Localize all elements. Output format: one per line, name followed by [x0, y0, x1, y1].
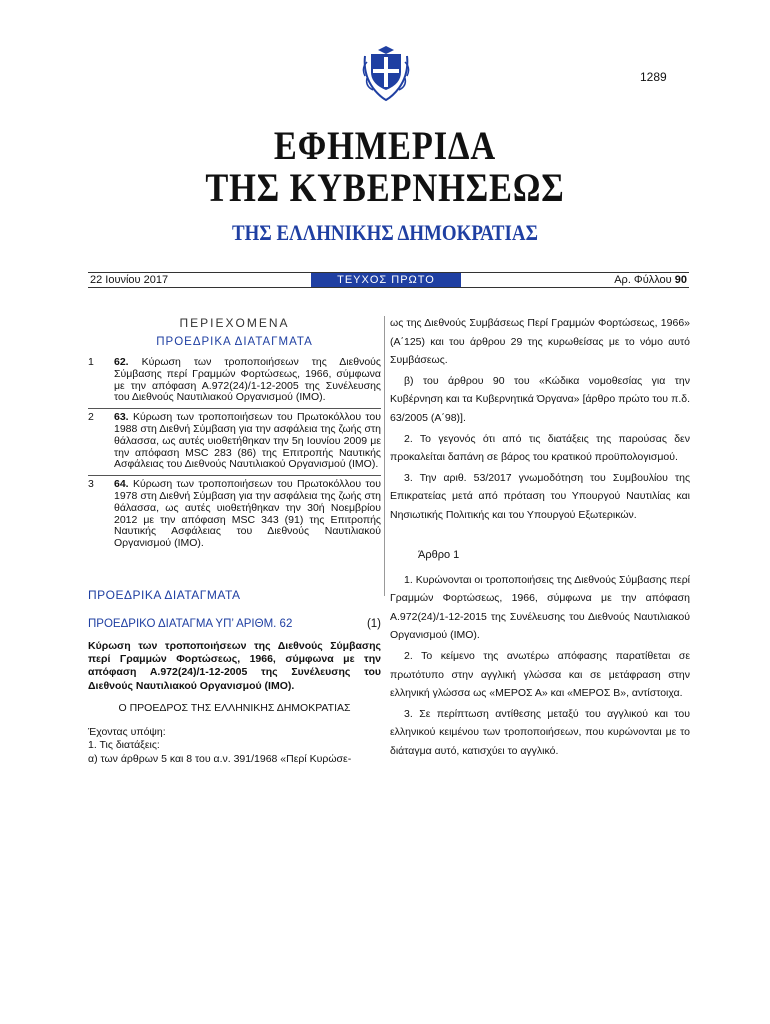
masthead-republic: ΤΗΣ ΕΛΛΗΝΙΚΗΣ ΔΗΜΟΚΡΑΤΙΑΣ: [232, 220, 538, 245]
provisions-text: 1. Τις διατάξεις:: [88, 739, 160, 752]
body-paragraph: 2. Το γεγονός ότι από τις διατάξεις της παρούσας δεν προκαλείται δαπάνη σε βάρος του κρατικού προϋπολογισμού.: [390, 432, 690, 464]
body-paragraph: 3. Σε περίπτωση αντίθεσης μεταξύ του αγγλικού και του ελληνικού κειμένου των τροποποιήσεων, που κυρώνονται με το διάταγμα αυτό, κατισχύει το αγγλικό.: [390, 707, 690, 757]
contents-subheading: ΠΡΟΕΔΡΙΚΑ ΔΙΑΤΑΓΜΑΤΑ: [156, 336, 313, 348]
body-paragraph: ως της Διεθνούς Συμβάσεως Περί Γραμμών Φορτώσεως, 1966» (Α΄125) και του άρθρου 29 της κυρωθείσας με το νόμο αυτό Συμβάσεως.: [390, 317, 690, 367]
contents-item-decree: 62.: [114, 356, 129, 368]
masthead-subtitle: ΤΗΣ ΚΥΒΕΡΝΗΣΕΩΣ: [205, 165, 565, 210]
contents-heading: ΠΕΡΙΕΧΟΜΕΝΑ: [179, 316, 290, 330]
contents-item-number: 2: [88, 411, 94, 424]
issue-bar: [88, 272, 689, 288]
contents-item: [88, 476, 381, 554]
issue-sheet: [614, 273, 687, 287]
considering-text: Έχοντας υπόψη:: [88, 725, 166, 738]
provision-a-text: α) των άρθρων 5 και 8 του α.ν. 391/1968 «Περί Κυρώσε-: [88, 752, 352, 765]
contents-list: [88, 354, 381, 554]
contents-item-text: [114, 412, 381, 471]
contents-item-decree: 64.: [114, 478, 129, 491]
contents-item: [88, 409, 381, 476]
greek-state-emblem-icon: [355, 42, 417, 104]
contents-item-number: 1: [88, 356, 94, 368]
contents-item-number: 3: [88, 478, 94, 491]
left-column: [88, 314, 381, 766]
president-heading: Ο ΠΡΟΕΔΡΟΣ ΤΗΣ ΕΛΛΗΝΙΚΗΣ ΔΗΜΟΚΡΑΤΙΑΣ: [118, 701, 351, 714]
issue-type: ΤΕΥΧΟΣ ΠΡΩΤΟ: [311, 273, 461, 287]
body-paragraph: 2. Το κείμενο της ανωτέρω απόφασης παρατίθεται σε πρωτότυπο στην αγγλική γλώσσα και σε μετάφραση στην ελληνική γλώσσα ως «ΜΕΡΟΣ Α» και «ΜΕΡΟΣ Β», αντίστοιχα.: [390, 649, 690, 700]
body-paragraph: 3. Την αριθ. 53/2017 γνωμοδότηση του Συμβουλίου της Επικρατείας μετά από πρόταση του Υπουργού Ναυτιλίας και Νησιωτικής Πολιτικής και του Υπουργού Εξωτερικών.: [390, 471, 690, 521]
decree-title-row: [88, 618, 381, 630]
contents-item-description: Κύρωση των τροποποιήσεων του Πρωτοκόλλου του 1978 στη Διεθνή Σύμβαση για την ασφάλεια της ζωής στη θάλασσα, ως αυτές υιοθετήθηκαν την 30ή Νοεμβρίου 2012 με την απόφαση MSC 343 (91) της Επιτροπής Ναυτικής Ασφάλειας του Διεθνούς Ναυτιλιακού Οργανισμού (IMO).: [114, 478, 382, 550]
decree-index: (1): [366, 617, 381, 630]
article-heading: Άρθρο 1: [418, 548, 460, 561]
contents-item-decree: 63.: [114, 411, 129, 424]
contents-item-description: Κύρωση των τροποποιήσεων της Διεθνούς Σύμβασης περί Γραμμών Φορτώσεως, 1966, σύμφωνα με την απόφαση Α.972(24)/1-12-2005 της Συνέλευσης του Διεθνούς Ναυτιλιακού Οργανισμού (IMO).: [114, 356, 381, 404]
page-number: 1289: [640, 70, 667, 84]
contents-item-description: Κύρωση των τροποποιήσεων του Πρωτοκόλλου του 1988 στη Διεθνή Σύμβαση για την ασφάλεια της ζωής στη θάλασσα, ως αυτές υιοθετήθηκαν την 5η Ιουνίου 2009 με την απόφαση MSC 283 (86) της Επιτροπής Ναυτικής Ασφάλειας του Διεθνούς Ναυτιλιακού Οργανισμού (IMO).: [114, 411, 382, 471]
body-paragraph: 1. Κυρώνονται οι τροποποιήσεις της Διεθνούς Σύμβασης περί Γραμμών Φορτώσεως, 1966, σύμφωνα με την απόφαση Α.972(24)/1-12-2015 της Συνέλευσης του Διεθνούς Ναυτιλιακού Οργανισμού (IMO).: [390, 573, 690, 642]
right-column: [390, 314, 690, 762]
issue-sheet-label: Αρ. Φύλλου: [614, 274, 672, 286]
contents-item-text: [114, 479, 381, 550]
issue-date: 22 Ιουνίου 2017: [90, 274, 169, 286]
decree-considerations: [88, 726, 381, 767]
decree-title: ΠΡΟΕΔΡΙΚΟ ΔΙΑΤΑΓΜΑ ΥΠ’ ΑΡΙΘΜ. 62: [88, 617, 293, 630]
contents-item: [88, 354, 381, 409]
masthead-title: ΕΦΗΜΕΡΙΔΑ: [273, 123, 497, 168]
issue-sheet-number: 90: [674, 274, 687, 286]
contents-item-text: [114, 357, 381, 404]
column-divider: [384, 316, 385, 596]
decree-section-heading: ΠΡΟΕΔΡΙΚΑ ΔΙΑΤΑΓΜΑΤΑ: [88, 587, 241, 602]
body-paragraph: β) του άρθρου 90 του «Κώδικα νομοθεσίας για την Κυβέρνηση και τα Κυβερνητικά Όργανα» [άρθρο πρώτο του π.δ. 63/2005 (Α΄98)].: [390, 374, 690, 424]
decree-summary: Κύρωση των τροποποιήσεων της Διεθνούς Σύμβασης περί Γραμμών Φορτώσεως, 1966, σύμφωνα με την απόφαση Α.972(24)/1-12-2005 της Συνέλευσης του Διεθνούς Ναυτιλιακού Οργανισμού (IMO).: [88, 639, 381, 692]
